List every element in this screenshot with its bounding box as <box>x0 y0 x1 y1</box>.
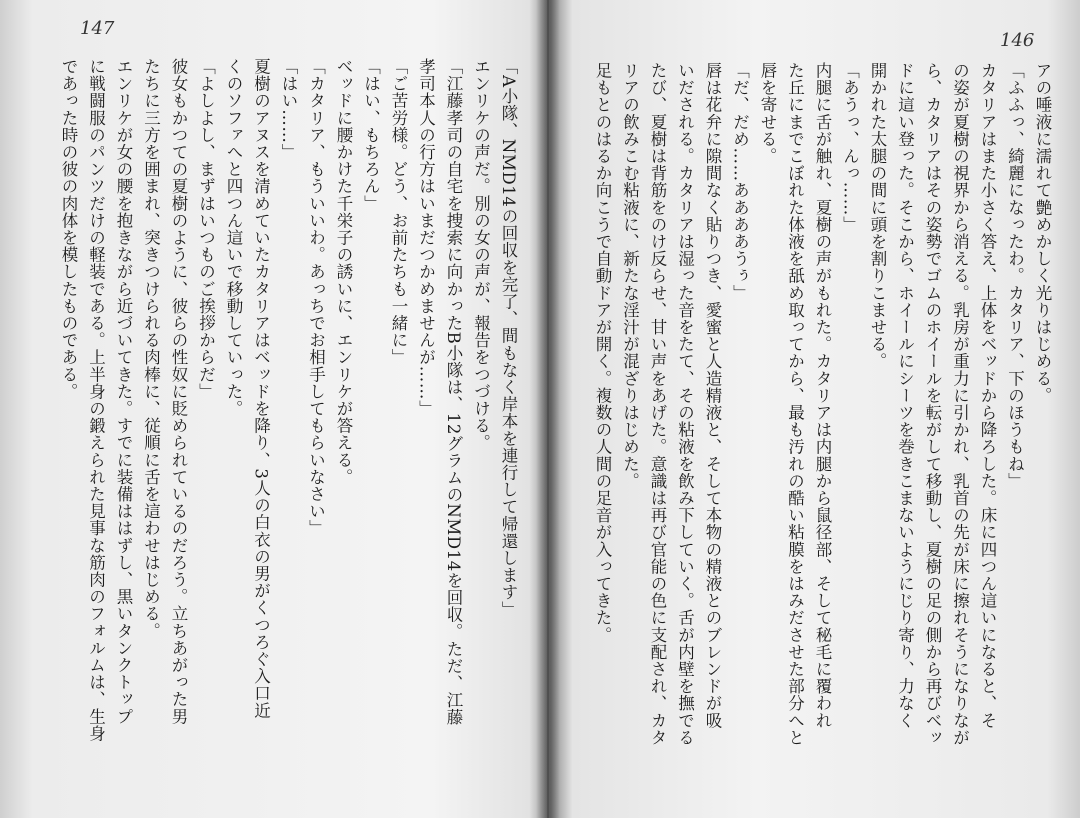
text-line: 開かれた太腿の間に頭を割りこませる。 <box>868 62 887 370</box>
text-line: カタリアはまた小さく答え、上体をベッドから降ろした。床に四つん這いになると、そ <box>978 62 997 729</box>
text-line: 唇は花弁に隙間なく貼りつき、愛蜜と人造精液と、そして本物の精液とのブレンドが吸 <box>703 62 722 729</box>
text-line: たちに三方を囲まれ、突きつけられる肉棒に、従順に舌を這わせはじめる。 <box>141 58 161 640</box>
text-line: くのソファへと四つん這いで移動していった。 <box>224 58 243 418</box>
text-line: 孝司本人の行方はいまだつかめませんが……」 <box>416 58 436 418</box>
text-line: ドに這い登った。そこから、ホイールにシーツを巻きこまないようにじり寄り、力なく <box>895 62 915 729</box>
text-line: 「よしよし、まずはいつものご挨拶からだ」 <box>196 58 216 400</box>
text-line: 唇を寄せる。 <box>758 62 777 165</box>
text-line: 「ご苦労様。どう、お前たちも一緒に」 <box>389 58 408 366</box>
text-line: 「A小隊、NMD14の回収を完了、間もなく岸本を連行して帰還します」 <box>499 58 518 618</box>
text-line: 内腿に舌が触れ、夏樹の声がもれた。カタリアは内腿から鼠径部、そして秘毛に覆われ <box>813 62 832 729</box>
text-line: 夏樹のアヌスを清めていたカタリアはベッドを降り、3人の白衣の男がくつろぐ入口近 <box>251 58 271 719</box>
text-line: エンリケの声だ。別の女の声が、報告をつづける。 <box>471 58 491 452</box>
text-line: ベッドに腰かけた千栄子の誘いに、エンリケが答える。 <box>334 58 353 486</box>
right-page <box>560 0 1080 818</box>
text-line: 足もとのはるか向こうで自動ドアが開く。複数の人間の足音が入ってきた。 <box>593 62 612 644</box>
page-number-left: 147 <box>80 18 115 39</box>
text-line: たび、夏樹は背筋をのけ反らせ、甘い声をあげた。意識は再び官能の色に支配され、カタ <box>648 62 667 746</box>
text-line: いだされる。カタリアは湿った音をたて、その粘液を飲み下していく。舌が内壁を撫でる <box>675 62 695 746</box>
text-line: ら、カタリアはその姿勢でゴムのホイールを転がして移動し、夏樹の足の側から再びベッ <box>923 62 942 746</box>
text-line: 「はい……」 <box>279 58 298 161</box>
text-line: アの唾液に濡れて艶めかしく光りはじめる。 <box>1033 62 1052 404</box>
text-line: エンリケが女の腰を抱きながら近づいてきた。すでに装備ははずし、黒いタンクトップ <box>114 58 133 725</box>
text-line: リアの飲みこむ粘液に、新たな淫汁が混ざりはじめた。 <box>620 62 640 490</box>
text-line: 「あうっ、んっ……」 <box>840 62 860 233</box>
text-line: であった時の彼の肉体を模したものである。 <box>59 58 78 400</box>
text-line: た丘にまでこぼれた体液を舐め取ってから、最も汚れの酷い粘膜をはみださせた部分へと <box>785 62 805 746</box>
page-number-right: 146 <box>1000 30 1035 51</box>
text-line: 彼女もかつての夏樹のように、彼らの性奴に貶められているのだろう。立ちあがった男 <box>169 58 188 725</box>
left-page-text <box>56 58 522 788</box>
text-line: 「カタリア、もういいわ。あっちでお相手してもらいなさい」 <box>306 58 326 537</box>
text-line: 「だ、だめ……ああああうぅ」 <box>730 62 750 302</box>
text-line: の姿が夏樹の視界から消える。乳房が重力に引かれ、乳首の先が床に擦れそうになりなが <box>950 62 970 746</box>
text-line: 「はい、もちろん」 <box>361 58 381 212</box>
right-page-text <box>586 62 1056 792</box>
text-line: 「ふふっ、綺麗になったわ。カタリア、下のほうもね」 <box>1005 62 1025 490</box>
text-line: 「江藤孝司の自宅を捜索に向かったB小隊は、12グラムのNMD14を回収。ただ、江藤 <box>444 58 463 726</box>
text-line: に戦闘服のパンツだけの軽装である。上半身の鍛えられた見事な筋肉のフォルムは、生身 <box>86 58 106 742</box>
book-gutter <box>536 0 560 818</box>
